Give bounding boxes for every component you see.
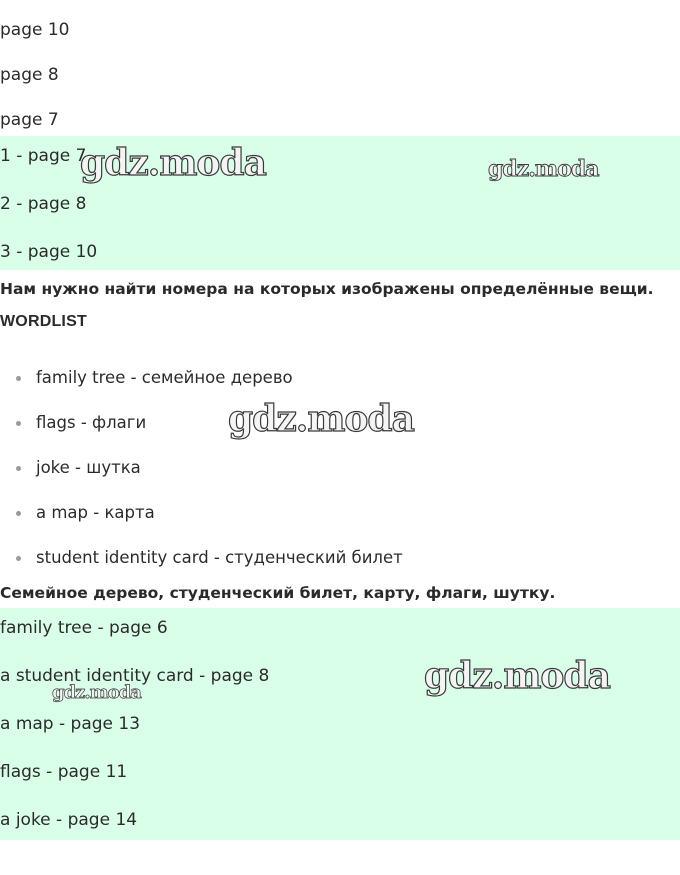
answer-1-line-3: 3 - page 10 <box>0 242 98 262</box>
watermark-logo: gdz.moda <box>424 655 610 697</box>
answer-2-line-3: a map - page 13 <box>0 714 141 734</box>
bullet-icon <box>16 511 21 516</box>
answer-2-line-1: family tree - page 6 <box>0 618 168 638</box>
bullet-icon <box>16 376 21 381</box>
answer-1-line-2: 2 - page 8 <box>0 194 87 214</box>
bullet-icon <box>16 421 21 426</box>
answer-1-line-1: 1 - page 7 <box>0 146 87 166</box>
wordlist-item-text: flags - флаги <box>36 413 147 432</box>
answer-2-line-2: a student identity card - page 8 <box>0 666 270 686</box>
watermark-logo: gdz.moda <box>52 682 141 703</box>
bullet-icon <box>16 556 21 561</box>
answer-2-line-5: a joke - page 14 <box>0 810 138 830</box>
wordlist-heading: WORDLIST <box>0 313 87 330</box>
wordlist-item-text: student identity card - студенческий билет <box>36 548 403 567</box>
wordlist-item-text: family tree - семейное дерево <box>36 368 293 387</box>
wordlist-item-text: a map - карта <box>36 503 155 522</box>
watermark-logo: gdz.moda <box>80 142 266 184</box>
bullet-icon <box>16 466 21 471</box>
watermark-logo: gdz.moda <box>228 398 414 440</box>
instruction-text-2: Семейное дерево, студенческий билет, карту, флаги, шутку. <box>0 584 556 602</box>
top-line-3: page 7 <box>0 110 59 130</box>
top-line-2: page 8 <box>0 65 59 85</box>
answer-2-line-4: flags - page 11 <box>0 762 128 782</box>
answer-block-2 <box>0 608 680 840</box>
watermark-logo: gdz.moda <box>488 156 599 182</box>
instruction-text-1: Нам нужно найти номера на которых изображены определённые вещи. <box>0 280 654 298</box>
top-line-1: page 10 <box>0 20 70 40</box>
wordlist-item-text: joke - шутка <box>36 458 141 477</box>
